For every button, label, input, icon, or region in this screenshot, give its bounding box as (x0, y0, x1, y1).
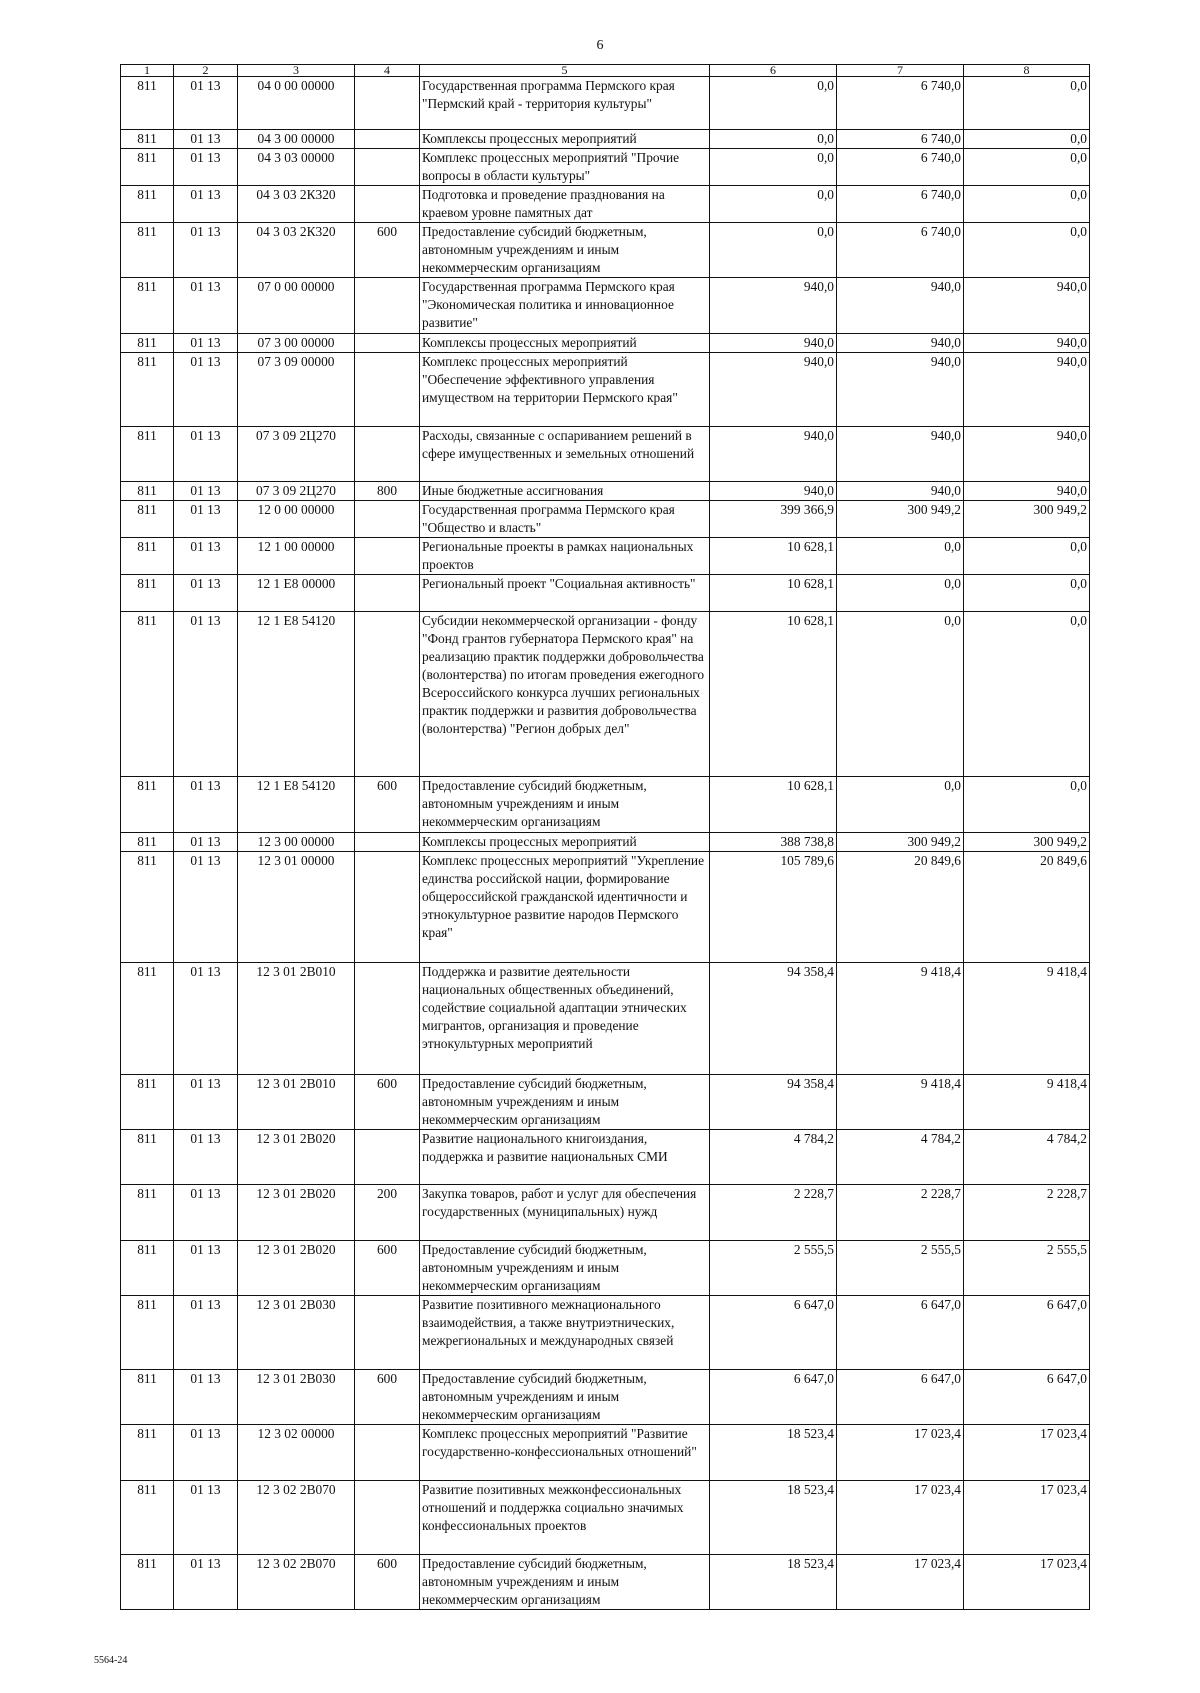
cell-amount-col7: 6 740,0 (837, 149, 964, 186)
cell-ministry-code: 811 (121, 186, 174, 223)
cell-expense-type (355, 1481, 420, 1555)
page-number: 6 (596, 38, 604, 53)
cell-amount-col8: 9 418,4 (964, 963, 1090, 1075)
cell-target-code: 07 3 09 00000 (238, 353, 355, 427)
cell-amount-col6: 940,0 (710, 482, 837, 501)
cell-ministry-code: 811 (121, 1241, 174, 1296)
table-row (121, 538, 1090, 575)
cell-target-code: 12 3 01 2В030 (238, 1296, 355, 1370)
cell-amount-col8: 0,0 (964, 575, 1090, 612)
cell-ministry-code: 811 (121, 334, 174, 353)
table-row (121, 833, 1090, 852)
cell-amount-col6: 18 523,4 (710, 1425, 837, 1481)
cell-amount-col6: 940,0 (710, 427, 837, 482)
cell-description: Региональный проект "Социальная активность" (420, 575, 710, 612)
table-row (121, 130, 1090, 149)
cell-amount-col6: 6 647,0 (710, 1370, 837, 1425)
cell-description: Комплекс процессных мероприятий "Прочие вопросы в области культуры" (420, 149, 710, 186)
cell-amount-col8: 0,0 (964, 223, 1090, 278)
header-row (121, 65, 1090, 77)
cell-section-code: 01 13 (174, 852, 238, 963)
document-code: 5564-24 (94, 1655, 128, 1666)
cell-section-code: 01 13 (174, 1425, 238, 1481)
cell-amount-col7: 6 740,0 (837, 223, 964, 278)
cell-section-code: 01 13 (174, 1241, 238, 1296)
cell-expense-type (355, 334, 420, 353)
cell-ministry-code: 811 (121, 777, 174, 833)
table-row (121, 777, 1090, 833)
cell-section-code: 01 13 (174, 353, 238, 427)
cell-amount-col6: 6 647,0 (710, 1296, 837, 1370)
cell-amount-col7: 2 228,7 (837, 1185, 964, 1241)
cell-target-code: 12 3 01 2В010 (238, 963, 355, 1075)
cell-amount-col7: 6 740,0 (837, 186, 964, 223)
table-row (121, 223, 1090, 278)
cell-section-code: 01 13 (174, 1296, 238, 1370)
cell-amount-col8: 300 949,2 (964, 501, 1090, 538)
cell-expense-type: 600 (355, 1241, 420, 1296)
cell-section-code: 01 13 (174, 612, 238, 777)
table-row (121, 278, 1090, 334)
cell-target-code: 07 3 00 00000 (238, 334, 355, 353)
budget-table (120, 64, 1090, 1610)
cell-section-code: 01 13 (174, 1075, 238, 1130)
cell-amount-col8: 17 023,4 (964, 1481, 1090, 1555)
cell-amount-col6: 94 358,4 (710, 963, 837, 1075)
cell-target-code: 07 3 09 2Ц270 (238, 482, 355, 501)
cell-expense-type (355, 852, 420, 963)
cell-amount-col7: 300 949,2 (837, 833, 964, 852)
cell-expense-type: 600 (355, 1370, 420, 1425)
cell-amount-col6: 2 228,7 (710, 1185, 837, 1241)
cell-description: Предоставление субсидий бюджетным, автономным учреждениям и иным некоммерческим организациям (420, 1241, 710, 1296)
table-row (121, 1370, 1090, 1425)
cell-description: Комплекс процессных мероприятий "Укрепление единства российской нации, формирование общероссийской гражданской идентичности и этнокультурное развитие народов Пермского края" (420, 852, 710, 963)
column-header: 6 (710, 65, 837, 77)
table-row (121, 575, 1090, 612)
cell-description: Поддержка и развитие деятельности национальных общественных объединений, содействие социальной адаптации этнических мигрантов, организация и проведение этнокультурных мероприятий (420, 963, 710, 1075)
cell-section-code: 01 13 (174, 538, 238, 575)
cell-ministry-code: 811 (121, 963, 174, 1075)
column-header: 5 (420, 65, 710, 77)
cell-amount-col6: 4 784,2 (710, 1130, 837, 1185)
cell-amount-col7: 0,0 (837, 538, 964, 575)
cell-amount-col7: 0,0 (837, 612, 964, 777)
cell-description: Подготовка и проведение празднования на краевом уровне памятных дат (420, 186, 710, 223)
cell-description: Комплексы процессных мероприятий (420, 833, 710, 852)
cell-section-code: 01 13 (174, 149, 238, 186)
column-header: 3 (238, 65, 355, 77)
table-row (121, 1425, 1090, 1481)
cell-amount-col8: 940,0 (964, 427, 1090, 482)
cell-target-code: 12 3 02 00000 (238, 1425, 355, 1481)
cell-ministry-code: 811 (121, 501, 174, 538)
cell-ministry-code: 811 (121, 149, 174, 186)
cell-section-code: 01 13 (174, 186, 238, 223)
cell-target-code: 12 1 Е8 00000 (238, 575, 355, 612)
cell-ministry-code: 811 (121, 538, 174, 575)
cell-expense-type (355, 501, 420, 538)
cell-expense-type: 600 (355, 777, 420, 833)
cell-amount-col8: 0,0 (964, 77, 1090, 130)
cell-ministry-code: 811 (121, 852, 174, 963)
cell-description: Региональные проекты в рамках национальных проектов (420, 538, 710, 575)
cell-amount-col8: 6 647,0 (964, 1370, 1090, 1425)
cell-ministry-code: 811 (121, 1481, 174, 1555)
cell-expense-type (355, 963, 420, 1075)
cell-section-code: 01 13 (174, 334, 238, 353)
cell-description: Иные бюджетные ассигнования (420, 482, 710, 501)
cell-amount-col7: 0,0 (837, 777, 964, 833)
cell-amount-col8: 17 023,4 (964, 1425, 1090, 1481)
cell-amount-col6: 2 555,5 (710, 1241, 837, 1296)
cell-section-code: 01 13 (174, 77, 238, 130)
column-header: 4 (355, 65, 420, 77)
cell-amount-col6: 388 738,8 (710, 833, 837, 852)
cell-expense-type (355, 1425, 420, 1481)
cell-section-code: 01 13 (174, 130, 238, 149)
column-header: 8 (964, 65, 1090, 77)
cell-amount-col6: 399 366,9 (710, 501, 837, 538)
cell-amount-col8: 6 647,0 (964, 1296, 1090, 1370)
cell-target-code: 12 3 01 2В020 (238, 1130, 355, 1185)
cell-expense-type: 600 (355, 1555, 420, 1610)
cell-expense-type (355, 77, 420, 130)
cell-expense-type: 600 (355, 223, 420, 278)
table-row (121, 353, 1090, 427)
cell-amount-col8: 0,0 (964, 538, 1090, 575)
table-row (121, 427, 1090, 482)
cell-target-code: 12 3 02 2В070 (238, 1481, 355, 1555)
cell-amount-col7: 0,0 (837, 575, 964, 612)
cell-description: Комплексы процессных мероприятий (420, 334, 710, 353)
cell-description: Комплекс процессных мероприятий "Обеспечение эффективного управления имуществом на территории Пермского края" (420, 353, 710, 427)
cell-amount-col8: 940,0 (964, 482, 1090, 501)
cell-section-code: 01 13 (174, 1481, 238, 1555)
cell-amount-col6: 10 628,1 (710, 777, 837, 833)
cell-description: Развитие позитивного межнационального взаимодействия, а также внутриэтнических, межрегиональных и международных связей (420, 1296, 710, 1370)
cell-amount-col6: 940,0 (710, 353, 837, 427)
cell-amount-col6: 0,0 (710, 130, 837, 149)
column-header: 1 (121, 65, 174, 77)
cell-amount-col8: 940,0 (964, 353, 1090, 427)
cell-section-code: 01 13 (174, 482, 238, 501)
table-row (121, 1296, 1090, 1370)
cell-amount-col7: 940,0 (837, 278, 964, 334)
cell-expense-type (355, 575, 420, 612)
cell-amount-col6: 0,0 (710, 77, 837, 130)
cell-section-code: 01 13 (174, 963, 238, 1075)
cell-target-code: 12 1 Е8 54120 (238, 612, 355, 777)
cell-ministry-code: 811 (121, 353, 174, 427)
cell-target-code: 04 3 03 2К320 (238, 186, 355, 223)
cell-description: Предоставление субсидий бюджетным, автономным учреждениям и иным некоммерческим организациям (420, 1075, 710, 1130)
cell-amount-col7: 940,0 (837, 427, 964, 482)
cell-section-code: 01 13 (174, 1370, 238, 1425)
cell-ministry-code: 811 (121, 1075, 174, 1130)
cell-description: Закупка товаров, работ и услуг для обеспечения государственных (муниципальных) нужд (420, 1185, 710, 1241)
cell-description: Государственная программа Пермского края "Пермский край - территория культуры" (420, 77, 710, 130)
cell-amount-col7: 940,0 (837, 482, 964, 501)
cell-amount-col7: 20 849,6 (837, 852, 964, 963)
table-row (121, 612, 1090, 777)
cell-ministry-code: 811 (121, 77, 174, 130)
cell-description: Государственная программа Пермского края "Экономическая политика и инновационное развитие" (420, 278, 710, 334)
cell-expense-type (355, 1130, 420, 1185)
cell-expense-type: 200 (355, 1185, 420, 1241)
cell-amount-col6: 18 523,4 (710, 1481, 837, 1555)
cell-expense-type: 800 (355, 482, 420, 501)
cell-ministry-code: 811 (121, 575, 174, 612)
table-row (121, 963, 1090, 1075)
cell-section-code: 01 13 (174, 833, 238, 852)
cell-description: Развитие национального книгоиздания, поддержка и развитие национальных СМИ (420, 1130, 710, 1185)
cell-ministry-code: 811 (121, 1425, 174, 1481)
cell-section-code: 01 13 (174, 427, 238, 482)
cell-ministry-code: 811 (121, 833, 174, 852)
cell-expense-type (355, 130, 420, 149)
table-row (121, 334, 1090, 353)
cell-ministry-code: 811 (121, 1185, 174, 1241)
cell-amount-col7: 6 740,0 (837, 130, 964, 149)
cell-amount-col7: 6 740,0 (837, 77, 964, 130)
column-header: 2 (174, 65, 238, 77)
cell-amount-col6: 0,0 (710, 186, 837, 223)
table-row (121, 77, 1090, 130)
cell-amount-col6: 0,0 (710, 223, 837, 278)
cell-target-code: 12 1 Е8 54120 (238, 777, 355, 833)
cell-ministry-code: 811 (121, 1555, 174, 1610)
cell-target-code: 12 3 01 00000 (238, 852, 355, 963)
cell-amount-col8: 17 023,4 (964, 1555, 1090, 1610)
table-row (121, 149, 1090, 186)
table-row (121, 1481, 1090, 1555)
cell-expense-type (355, 149, 420, 186)
cell-section-code: 01 13 (174, 777, 238, 833)
cell-amount-col7: 300 949,2 (837, 501, 964, 538)
cell-target-code: 12 0 00 00000 (238, 501, 355, 538)
cell-amount-col6: 10 628,1 (710, 538, 837, 575)
cell-amount-col7: 6 647,0 (837, 1296, 964, 1370)
cell-amount-col8: 300 949,2 (964, 833, 1090, 852)
cell-ministry-code: 811 (121, 1296, 174, 1370)
cell-expense-type (355, 612, 420, 777)
cell-amount-col6: 94 358,4 (710, 1075, 837, 1130)
table-row (121, 1241, 1090, 1296)
table-body (121, 77, 1090, 1610)
table-row (121, 501, 1090, 538)
cell-amount-col7: 940,0 (837, 353, 964, 427)
cell-section-code: 01 13 (174, 1130, 238, 1185)
cell-ministry-code: 811 (121, 223, 174, 278)
cell-amount-col7: 6 647,0 (837, 1370, 964, 1425)
cell-description: Предоставление субсидий бюджетным, автономным учреждениям и иным некоммерческим организациям (420, 1555, 710, 1610)
table-row (121, 1075, 1090, 1130)
cell-amount-col6: 940,0 (710, 278, 837, 334)
table-row (121, 1185, 1090, 1241)
cell-amount-col8: 0,0 (964, 149, 1090, 186)
cell-section-code: 01 13 (174, 501, 238, 538)
cell-amount-col6: 940,0 (710, 334, 837, 353)
cell-expense-type (355, 427, 420, 482)
cell-ministry-code: 811 (121, 130, 174, 149)
cell-amount-col8: 0,0 (964, 612, 1090, 777)
cell-description: Предоставление субсидий бюджетным, автономным учреждениям и иным некоммерческим организациям (420, 777, 710, 833)
cell-amount-col8: 0,0 (964, 777, 1090, 833)
cell-ministry-code: 811 (121, 482, 174, 501)
cell-target-code: 04 3 03 00000 (238, 149, 355, 186)
cell-section-code: 01 13 (174, 1185, 238, 1241)
cell-target-code: 12 3 01 2В020 (238, 1185, 355, 1241)
cell-amount-col7: 9 418,4 (837, 963, 964, 1075)
cell-description: Развитие позитивных межконфессиональных отношений и поддержка социально значимых конфессиональных проектов (420, 1481, 710, 1555)
cell-expense-type: 600 (355, 1075, 420, 1130)
cell-target-code: 12 3 02 2В070 (238, 1555, 355, 1610)
cell-expense-type (355, 278, 420, 334)
cell-section-code: 01 13 (174, 223, 238, 278)
cell-amount-col7: 17 023,4 (837, 1555, 964, 1610)
cell-ministry-code: 811 (121, 427, 174, 482)
cell-target-code: 12 3 01 2В020 (238, 1241, 355, 1296)
cell-amount-col7: 9 418,4 (837, 1075, 964, 1130)
cell-expense-type (355, 186, 420, 223)
cell-target-code: 12 3 01 2В030 (238, 1370, 355, 1425)
table-row (121, 852, 1090, 963)
table-row (121, 1130, 1090, 1185)
cell-section-code: 01 13 (174, 575, 238, 612)
cell-amount-col8: 9 418,4 (964, 1075, 1090, 1130)
cell-amount-col8: 0,0 (964, 186, 1090, 223)
cell-description: Государственная программа Пермского края "Общество и власть" (420, 501, 710, 538)
cell-ministry-code: 811 (121, 1370, 174, 1425)
cell-target-code: 12 3 00 00000 (238, 833, 355, 852)
cell-amount-col6: 105 789,6 (710, 852, 837, 963)
cell-ministry-code: 811 (121, 1130, 174, 1185)
column-header: 7 (837, 65, 964, 77)
cell-amount-col7: 2 555,5 (837, 1241, 964, 1296)
cell-amount-col8: 2 228,7 (964, 1185, 1090, 1241)
table-row (121, 1555, 1090, 1610)
cell-amount-col8: 4 784,2 (964, 1130, 1090, 1185)
cell-amount-col6: 0,0 (710, 149, 837, 186)
cell-section-code: 01 13 (174, 278, 238, 334)
cell-amount-col7: 940,0 (837, 334, 964, 353)
cell-target-code: 07 3 09 2Ц270 (238, 427, 355, 482)
cell-amount-col8: 940,0 (964, 278, 1090, 334)
cell-amount-col8: 20 849,6 (964, 852, 1090, 963)
cell-amount-col8: 940,0 (964, 334, 1090, 353)
cell-description: Предоставление субсидий бюджетным, автономным учреждениям и иным некоммерческим организациям (420, 1370, 710, 1425)
cell-description: Расходы, связанные с оспариванием решений в сфере имущественных и земельных отношений (420, 427, 710, 482)
cell-expense-type (355, 833, 420, 852)
cell-ministry-code: 811 (121, 612, 174, 777)
cell-expense-type (355, 538, 420, 575)
cell-amount-col8: 2 555,5 (964, 1241, 1090, 1296)
cell-target-code: 04 0 00 00000 (238, 77, 355, 130)
table-row (121, 482, 1090, 501)
table-row (121, 186, 1090, 223)
cell-target-code: 04 3 00 00000 (238, 130, 355, 149)
cell-description: Комплексы процессных мероприятий (420, 130, 710, 149)
cell-amount-col6: 10 628,1 (710, 575, 837, 612)
cell-target-code: 12 3 01 2В010 (238, 1075, 355, 1130)
cell-target-code: 12 1 00 00000 (238, 538, 355, 575)
cell-section-code: 01 13 (174, 1555, 238, 1610)
cell-expense-type (355, 353, 420, 427)
cell-ministry-code: 811 (121, 278, 174, 334)
cell-expense-type (355, 1296, 420, 1370)
cell-amount-col8: 0,0 (964, 130, 1090, 149)
cell-target-code: 04 3 03 2К320 (238, 223, 355, 278)
cell-amount-col7: 17 023,4 (837, 1425, 964, 1481)
cell-amount-col6: 10 628,1 (710, 612, 837, 777)
cell-amount-col6: 18 523,4 (710, 1555, 837, 1610)
cell-description: Комплекс процессных мероприятий "Развитие государственно-конфессиональных отношений" (420, 1425, 710, 1481)
cell-target-code: 07 0 00 00000 (238, 278, 355, 334)
cell-description: Субсидии некоммерческой организации - фонду "Фонд грантов губернатора Пермского края" на реализацию практик поддержки добровольчества (волонтерства) по итогам проведения ежегодного Всероссийского конкурса лучших региональных практик поддержки и развития добровольчества (волонтерства) "Регион добрых дел" (420, 612, 710, 777)
cell-amount-col7: 17 023,4 (837, 1481, 964, 1555)
cell-amount-col7: 4 784,2 (837, 1130, 964, 1185)
cell-description: Предоставление субсидий бюджетным, автономным учреждениям и иным некоммерческим организациям (420, 223, 710, 278)
